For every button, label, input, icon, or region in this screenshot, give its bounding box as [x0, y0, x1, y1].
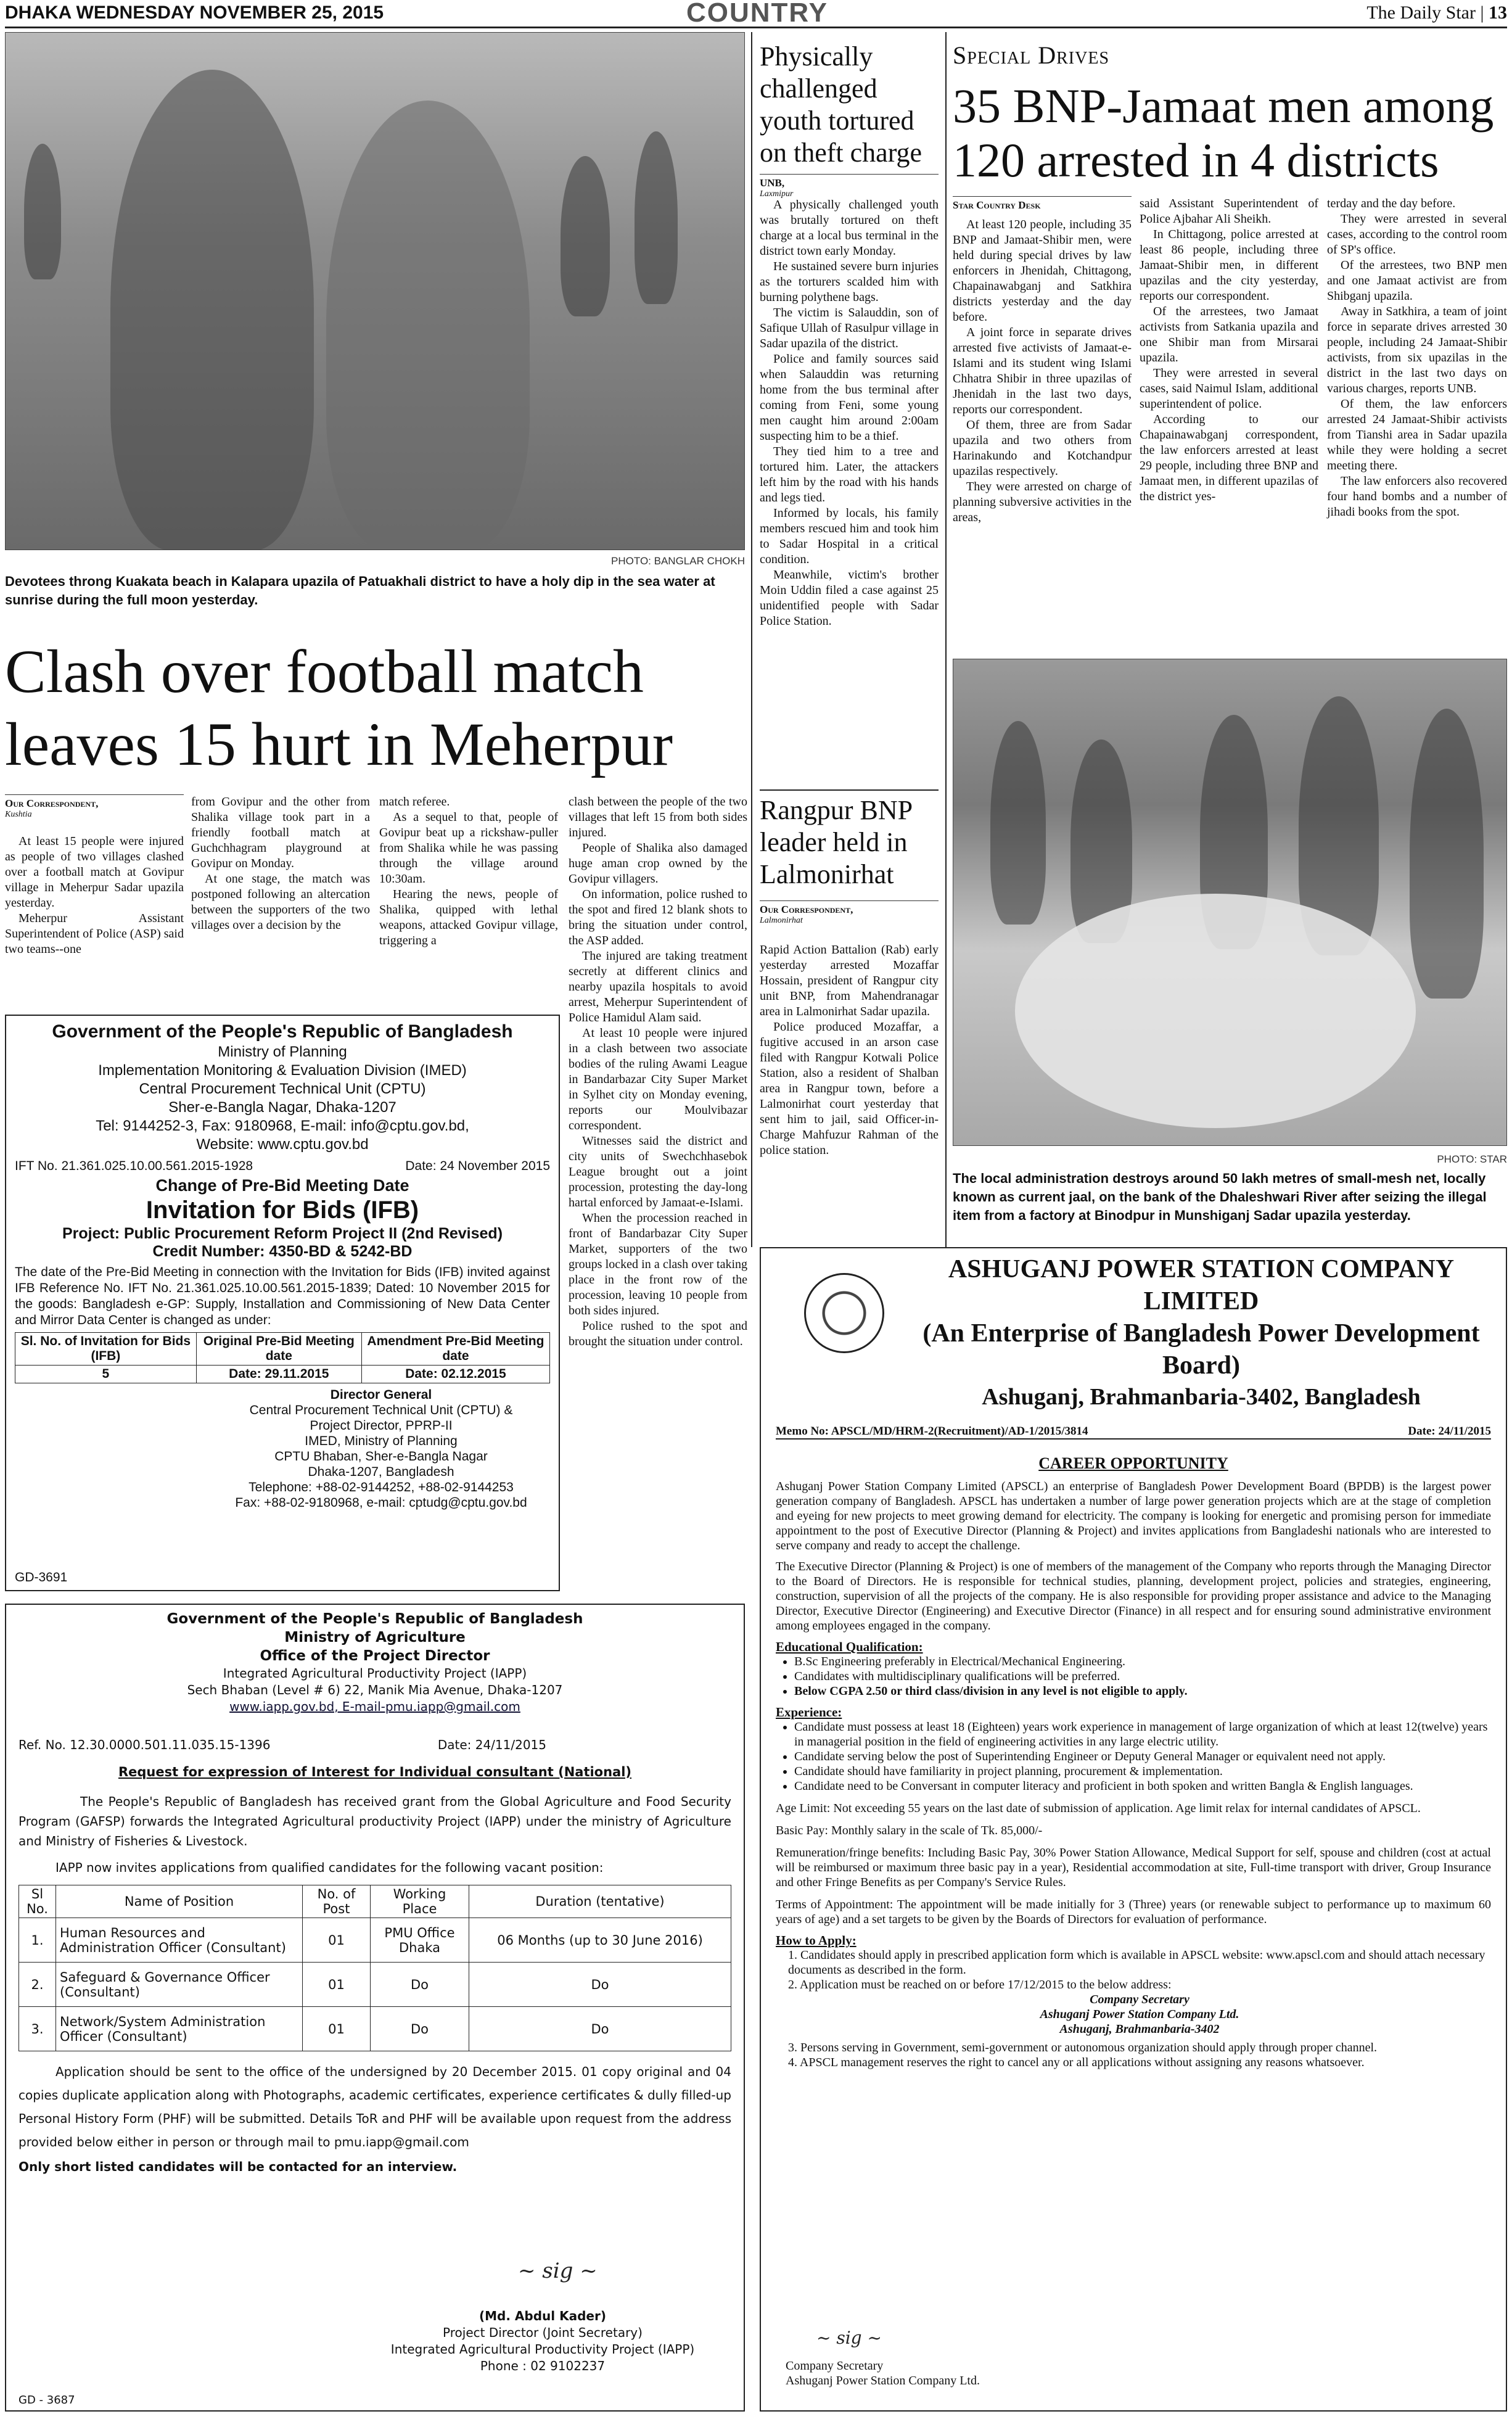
bnp-col-1: At least 120 people, including 35 BNP and Jamaat-Shibir men, were held during special drives by law enforcers in Jhenidah, Chittagong, Chapainawabganj and Satkhira districts yesterday and the day before. A joint force in separate drives arrested five activists of Jamaat-e-Islami and its student wing Islami Chhatra Shibir in three upazilas of Jhenidah in the last two days, reports our correspondent. Of them, three are from Sadar upazila and two others from Harinakundo and Kotchandpur upazilas respectively. They were arrested on charge of planning subversive activities in the areas,	[953, 218, 1132, 524]
youth-byline: UNB, Laxmipur	[760, 174, 939, 199]
iapp-address: Sech Bhaban (Level # 6) 22, Manik Mia Avenue, Dhaka-1207	[187, 1683, 563, 1697]
imed-project: Project: Public Procurement Reform Project II (2nd Revised)	[62, 1225, 503, 1242]
rangpur-rule	[760, 789, 939, 791]
bnp-kicker: Special Drives	[953, 41, 1110, 69]
iapp-title: Request for expression of Interest for Individual consultant (National)	[118, 1765, 632, 1779]
iapp-para-2: IAPP now invites applications from qualified candidates for the following vacant position:	[55, 1860, 604, 1875]
apscl-sub: (An Enterprise of Bangladesh Power Development Board)	[922, 1319, 1480, 1380]
apscl-name: ASHUGANJ POWER STATION COMPANY LIMITED	[948, 1255, 1455, 1316]
column-rule-2	[945, 32, 947, 1247]
clash-headline: Clash over football match leaves 15 hurt in Meherpur	[5, 637, 673, 778]
bnp-col-2: said Assistant Superintendent of Police Ajbahar Ali Sheikh. In Chittagong, police arrested at least 86 people, including three Jamaat-Shibir men, in different upazilas and the city yesterday, reports our correspondent. Of the arrestees, two Jamaat activists from Satkania upazila and one Shibir man from Mirsarai upazila. They were arrested in several cases, said Naimul Islam, additional superintendent of police. According to our Chapainawabganj correspondent, the law enforcers arrested at least 29 people, including three BNP and Jamaat men, in different upazilas of the district yes-	[1140, 197, 1318, 503]
imed-website[interactable]: Website: www.cptu.gov.bd	[196, 1136, 369, 1153]
imed-title: Invitation for Bids (IFB)	[146, 1197, 419, 1224]
section-title: COUNTRY	[686, 0, 828, 28]
imed-change: Change of Pre-Bid Meeting Date	[155, 1176, 409, 1195]
iapp-para-3: Application should be sent to the office of the undersigned by 20 December 2015. 01 copy original and 04 copies duplicate application along with Photographs, academic certificates, experience certificates & dully filled-up Personal History Form (PHF) will be submitted. Details ToR and PHF will be available upon request from the address provided below either in person or through mail to pmu.iapp@gmail.com	[18, 2064, 731, 2149]
imed-ift: IFT No. 21.361.025.10.00.561.2015-1928	[15, 1159, 253, 1173]
clash-col-3: match referee. As a sequel to that, people of Govipur beat up a rickshaw-puller from Shalika while he was passing through the village around 10:30am. Hearing the news, people of Shalika, quipped with lethal weapons, attacked Govipur village, triggering a	[379, 795, 558, 947]
iapp-ministry: Ministry of Agriculture	[284, 1629, 466, 1646]
imed-body: The date of the Pre-Bid Meeting in connection with the Invitation for Bids (IFB) invited against IFB Reference No. IFT No. 21.361.025.10.00.561.2015-1839; Dated: 10 November 2015 for the goods: Bangladesh e-GP: Supply, Installation and Commissioning of New Data Center and Mirror Data Center is changed as under:	[15, 1265, 550, 1327]
rangpur-headline: Rangpur BNP leader held in Lalmonirhat	[760, 795, 912, 889]
imed-division: Implementation Monitoring & Evaluation Division (IMED)	[98, 1062, 467, 1079]
imed-ad	[5, 1015, 560, 1591]
clash-col-1: At least 15 people were injured as people of two villages clashed over a football match at Govipur village in Meherpur Sadar upazila yesterday. Meherpur Assistant Superintendent of Police (ASP) said two teams--one	[5, 834, 184, 956]
kuakata-photo	[5, 32, 745, 550]
iapp-gov: Government of the People's Republic of Bangladesh	[166, 1611, 583, 1627]
iapp-ref-row: Ref. No. 12.30.0000.501.11.035.15-1396 Date: 24/11/2015	[18, 1737, 546, 1752]
youth-headline: Physically challenged youth tortured on theft charge	[760, 41, 922, 168]
masthead-paper: The Daily Star | 13	[1366, 2, 1507, 23]
bnp-col-3: terday and the day before. They were arrested in several cases, according to the control room of SP's office. Of the arrestees, two BNP men and one Jamaat activist are from Shibganj upazila. Away in Satkhira, a team of joint force in separate drives arrested 30 people, including 24 Jamaat-Shibir activists, from six upazilas in the district in the last two days on various charges, reports UNB. Of them, the law enforcers arrested 24 Jamaat-Shibir activists from Tianshi area in Sadar upazila while they were holding a secret meeting there. The law enforcers also recovered four hand bombs and a number of jihadi books from the spot.	[1327, 197, 1507, 519]
apscl-ad	[760, 1247, 1507, 2412]
iapp-ad	[5, 1604, 745, 2412]
iapp-signature: ~ sig ~	[518, 2259, 598, 2283]
rangpur-body: Rapid Action Battalion (Rab) early yesterday arrested Mozaffar Hossain, president of Rangpur city unit BNP, from Mahendranagar area in Lalmonirhat Sadar upazila. Police produced Mozaffar, a fugitive accused in an arson case filed with Rangpur Kotwali Police Station, also a resident of Shalban area in Rangpur town, before a Lalmonirhat court yesterday that sent him to jail, said Officer-in-Charge Mahfuzur Rahman of the police station.	[760, 943, 939, 1157]
imed-table: Sl. No. of Invitation for Bids (IFB) Original Pre-Bid Meeting date Amendment Pre-Bid Meeting date 5 Date: 29.11.2015 Date: 02.12.2015	[15, 1332, 550, 1383]
imed-address: Sher-e-Bangla Nagar, Dhaka-1207	[168, 1099, 396, 1116]
masthead-date: DHAKA WEDNESDAY NOVEMBER 25, 2015	[5, 2, 384, 23]
kuakata-credit: PHOTO: BANGLAR CHOKH	[611, 555, 745, 567]
iapp-para-4: Only short listed candidates will be contacted for an interview.	[18, 2159, 458, 2174]
iapp-office: Office of the Project Director	[260, 1648, 490, 1664]
apscl-title: CAREER OPPORTUNITY	[1038, 1454, 1228, 1472]
apscl-logo-icon	[804, 1273, 884, 1353]
apscl-signatory: Company Secretary Ashuganj Power Station Company Ltd.	[786, 2359, 980, 2387]
column-rule	[751, 32, 752, 1247]
iapp-gd: GD - 3687	[18, 2394, 75, 2407]
imed-date: Date: 24 November 2015	[405, 1159, 550, 1173]
imed-credit: Credit Number: 4350-BD & 5242-BD	[152, 1243, 413, 1260]
clash-col-2: from Govipur and the other from Shalika village took part in a friendly football match at Guchchhagram playground at Govipur on Monday. At one stage, the match was postponed following an altercation between the supporters of the two villages over a decision by the	[191, 795, 370, 932]
bnp-byline: Star Country Desk	[953, 196, 1132, 212]
iapp-project: Integrated Agricultural Productivity Project (IAPP)	[223, 1666, 527, 1681]
clash-col-4: clash between the people of the two villages that left 15 from both sides injured. People of Shalika also damaged huge aman crop owned by the Govipur villagers. On information, police rushed to the spot and fired 12 blank shots to bring the situation under control, the ASP added. The injured are taking treatment secretly at different clinics and nearby upazila hospitals to avoid arrest, Meherpur Superintendent of Police Hamidul Alam said. At least 10 people were injured in a clash between two associate bodies of the ruling Awami League in Bandarbazar City Super Market in Sylhet city on Monday evening, reports our Moulvibazar correspondent. Witnesses said the district and city units of Swechchhasebok League brought out a joint procession, protesting the day-long hartal enforced by Jamaat-e-Islami. When the procession reached in front of Bandarbazar City Super Market, supporters of the two groups locked in a clash over taking place in the front row of the procession, leaving 10 people from both sides injured. Police rushed to the spot and brought the situation under control.	[569, 795, 747, 1348]
jaal-credit: PHOTO: STAR	[1437, 1153, 1507, 1165]
imed-signatory: Director General Central Procurement Technical Unit (CPTU) & Project Director, PPRP-II IMED, Ministry of Planning CPTU Bhaban, Sher-e-Bangla Nagar Dhaka-1207, Bangladesh Telephone: +88-02-9144252, +88-02-9144253 Fax: +88-02-9180968, e-mail: cptudg@cptu.gov.bd	[235, 1388, 527, 1510]
apscl-address: Ashuganj, Brahmanbaria-3402, Bangladesh	[982, 1384, 1421, 1410]
apscl-memo-row: Memo No: APSCL/MD/HRM-2(Recruitment)/AD-1/2015/3814 Date: 24/11/2015	[776, 1425, 1491, 1440]
iapp-para-1: The People's Republic of Bangladesh has received grant from the Global Agriculture and Food Security Program (GAFSP) forwards the Integrated Agricultural productivity Project (IAPP) under the ministry of Agriculture and Ministry of Fisheries & Livestock.	[18, 1794, 731, 1848]
apscl-body: Ashuganj Power Station Company Limited (APSCL) an enterprise of Bangladesh Power Development Board (BPDB) is the largest power generation company of Bangladesh. APSCL has undertaken a number of large power generation projects which are at the stage of completion and eyeing for new projects to meet growing demand for electricity. The company is looking for energetic and promising person for immediate appointment to the post of Executive Director (Planning & Project) and invites applications from Bangladeshi nationals who are interested to serve company and ready to accept the challenge. The Executive Director (Planning & Project) is one of members of the management of the Company who reports through the Managing Director to the Board of Directors. He is responsible for technical studies, planning, development project, policies and strategies, engineering, construction, supervision of all the projects of the company. He is also responsible for providing proper assistance and advice to the Managing Director, Executive Director (Engineering) and Executive Director (Finance) in all respect and for ensuring sound administrative environment among employees engaged in the company. Educational Qualification: • B.Sc Engineering preferably in Electrical/Mechanical Engineering. • Candidates with multidisciplinary qualifications will be preferred. • Below CGPA 2.50 or third class/division in any level is not eligible to apply. Experience: • Candidate must possess at least 18 (Eighteen) years work experience in management of large organization of which at least 12(twelve) years in managerial position in the field of engineering activities in any large electric utility. • Candidate serving below the post of Superintending Engineer or Deputy General Manager or equivalent need not apply. • Candidate should have familiarity in project planning, procurement & implementation. • Candidate need to be Conversant in computer literacy and proficient in both spoken and written Bangla & English languages. Age Limit: Not exceeding 55 years on the last date of submission of application. Age limit relax for internal candidates of APSCL. Basic Pay: Monthly salary in the scale of Tk. 85,000/- Remuneration/fringe benefits: Including Basic Pay, 30% Power Station Allowance, Medical Support for self, spouse and children (cost at actual will be reimbursed or maximum three basic pay in a year), Residential accommodation at site, Full-time transport with driver, Group Insurance and other Fringe Benefits as per Company's Service Rules. Terms of Appointment: The appointment will be made initially for 3 (Three) years (or renewable subject to performance up to maximum 60 years of age) and a set targets to be given by the Boards of Directors for evaluation of performance. How to Apply: 1. Candidates should apply in prescribed application form which is available in APSCL website: www.apscl.com and should attach necessary documents as described in the form. 2. Application must be reached on or before 17/12/2015 to the below address: Company Secretary Ashuganj Power Station Company Ltd. Ashuganj, Brahmanbaria-3402 3. Persons serving in Government, semi-government or autonomous organization should apply through proper channel. 4. APSCL management reserves the right to cancel any or all applications without assigning any reasons whatsoever.	[776, 1479, 1491, 2070]
imed-gov: Government of the People's Republic of Bangladesh	[52, 1021, 513, 1042]
rangpur-byline: Our Correspondent, Lalmonirhat	[760, 900, 939, 926]
imed-gd: GD-3691	[15, 1570, 68, 1584]
masthead	[5, 0, 1507, 28]
jaal-caption: The local administration destroys around 50 lakh metres of small-mesh net, locally known as current jaal, on the bank of the Dhaleshwari River after seizing the illegal item from a factory at Binodpur in Munshiganj Sadar upazila yesterday.	[953, 1171, 1487, 1223]
iapp-table: Sl No. Name of Position No. of Post Working Place Duration (tentative) 1. Human Resources and Administration Officer (Consultant) 01 PMU Office Dhaka 06 Months (up to 30 June 2016) 2. Safeguard & Governance Officer (Consultant) 01 Do Do 3. Network/System Administration Officer (Consultant) 01 Do Do	[18, 1885, 731, 2051]
apscl-signature: ~ sig ~	[816, 2328, 882, 2348]
bnp-headline: 35 BNP-Jamaat men among 120 arrested in 4 districts	[953, 79, 1494, 187]
clash-byline: Our Correspondent, Kushtia	[5, 794, 184, 820]
imed-ministry: Ministry of Planning	[218, 1044, 347, 1060]
imed-unit: Central Procurement Technical Unit (CPTU)	[139, 1081, 426, 1097]
jaal-photo	[953, 659, 1507, 1146]
iapp-links[interactable]: www.iapp.gov.bd, E-mail-pmu.iapp@gmail.com	[229, 1699, 520, 1714]
imed-contact: Tel: 9144252-3, Fax: 9180968, E-mail: info@cptu.gov.bd,	[96, 1118, 469, 1134]
iapp-signatory: (Md. Abdul Kader) Project Director (Joint Secretary) Integrated Agricultural Productivity Project (IAPP) Phone : 02 9102237	[390, 2309, 695, 2373]
youth-body: A physically challenged youth was brutally tortured on theft charge at a local bus terminal in the district town early Monday. He sustained severe burn injuries as the torturers scalded him with burning polythene bags. The victim is Salauddin, son of Safique Ullah of Rasulpur village in Sadar upazila of the district. Police and family sources said when Salauddin was returning home from the bus terminal after coming from Feni, some young men caught him around 2:00am suspecting him to be a thief. They tied him to a tree and tortured him. Later, the attackers left him by the road with his hands and legs tied. Informed by locals, his family members rescued him and took him to Sadar Hospital in a critical condition. Meanwhile, victim's brother Moin Uddin filed a case against 25 unidentified people with Sadar Police Station.	[760, 198, 939, 628]
kuakata-caption: Devotees throng Kuakata beach in Kalapara upazila of Patuakhali district to have a holy dip in the sea water at sunrise during the full moon yesterday.	[5, 574, 715, 608]
